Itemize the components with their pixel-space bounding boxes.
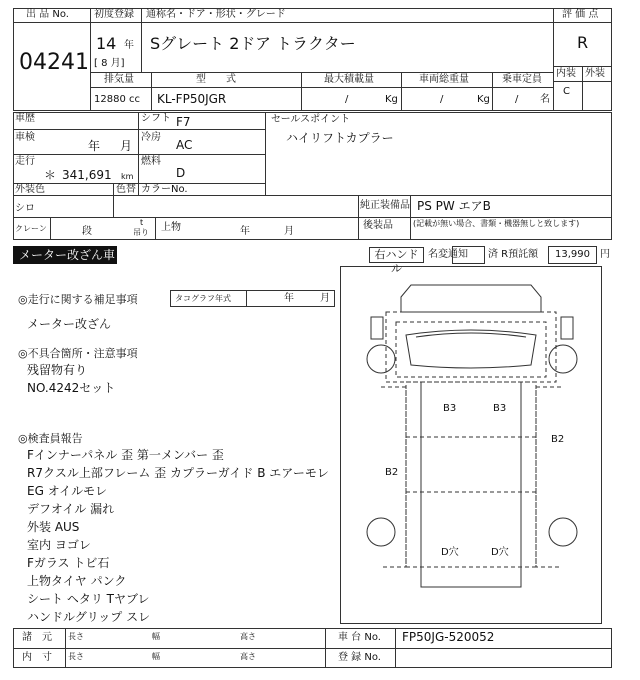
- upper-year: 年: [240, 226, 250, 237]
- equipment-label: 純正装備品: [360, 200, 410, 211]
- fuel-value: D: [176, 166, 186, 180]
- lot-number: 04241: [19, 50, 89, 75]
- inspector-line: Fガラス トビ石: [27, 556, 110, 570]
- inspector-line: R7クスル上部フレーム 歪 カプラーガイド B エアーモレ: [27, 466, 329, 480]
- lot-no-label: 出 品 No.: [26, 9, 69, 20]
- defect-line: 残留物有り: [27, 363, 88, 377]
- footer-interior-label: 内 寸: [22, 652, 52, 663]
- inspector-line: デフオイル 漏れ: [27, 502, 115, 516]
- post-install-note: (記載が無い場合、書類・機器無しと致します): [413, 219, 580, 228]
- footer-height-label: 高さ: [240, 652, 256, 661]
- footer-length-label: 長さ: [68, 652, 84, 661]
- damage-mark: B3: [493, 403, 507, 414]
- max-load-unit: Kg: [385, 94, 398, 105]
- odometer-tampered-badge: メーター改ざん車: [13, 246, 117, 264]
- crane-t: t: [140, 218, 144, 227]
- footer-length-label: 長さ: [68, 632, 84, 641]
- capacity-label: 乗車定員: [502, 74, 542, 85]
- rating-value: R: [577, 33, 589, 52]
- inspector-line: EG オイルモレ: [27, 484, 108, 498]
- ac-value: AC: [176, 138, 193, 152]
- tacho-label: タコグラフ年式: [175, 294, 231, 303]
- inspector-report-label: ◎検査員報告: [18, 432, 83, 445]
- shift-value: F7: [176, 115, 191, 129]
- model: KL-FP50JGR: [157, 92, 227, 106]
- rating-label: 評 価 点: [562, 9, 599, 20]
- equipment: PS PW エアB: [417, 199, 491, 213]
- gross-weight-slash: /: [440, 94, 444, 105]
- vehicle-name-label: 通称名・ドア・形状・グレード: [146, 9, 286, 20]
- footer-spec-label: 諸 元: [22, 632, 52, 643]
- crane-label: クレーン: [15, 224, 47, 233]
- vehicle-name: Sグレート 2ドア トラクター: [150, 34, 356, 53]
- damage-mark: D穴: [441, 547, 459, 558]
- exterior-color: シロ: [15, 203, 35, 214]
- inspector-line: 外装 AUS: [27, 520, 80, 534]
- recycle-amount: 13,990: [555, 249, 590, 260]
- shift-label: シフト: [141, 113, 171, 124]
- chassis-label: 車 台 No.: [338, 632, 381, 643]
- inspection-month: 月: [120, 139, 133, 153]
- defect-label: ◎不具合箇所・注意事項: [18, 347, 138, 360]
- max-load-label: 最大積載量: [324, 74, 374, 85]
- exterior-color-label: 外装色: [15, 184, 45, 195]
- ac-label: 冷房: [141, 132, 161, 143]
- upper-body-label: 上物: [161, 222, 181, 233]
- capacity-unit: 名: [540, 94, 550, 105]
- inspector-line: 上物タイヤ パンク: [27, 574, 127, 588]
- mileage-prefix: ＊: [44, 168, 57, 182]
- truck-outline: [341, 267, 603, 625]
- first-reg-month: [ 8 月]: [94, 58, 125, 69]
- damage-diagram: [340, 266, 602, 624]
- crane-dan: 段: [82, 226, 92, 237]
- exterior-grade-label: 外装: [585, 68, 605, 79]
- model-label: 型 式: [196, 74, 236, 85]
- gross-weight-unit: Kg: [477, 94, 490, 105]
- first-reg-year-unit: 年: [124, 40, 134, 51]
- inspector-line: Fインナーパネル 歪 第一メンバー 歪: [27, 448, 224, 462]
- chassis-number: FP50JG-520052: [402, 630, 495, 644]
- tacho-month: 月: [320, 293, 330, 304]
- fuel-label: 燃料: [141, 156, 161, 167]
- name-change-box: [452, 246, 485, 264]
- tacho-year: 年: [284, 293, 294, 304]
- color-no-label: カラーNo.: [141, 184, 188, 195]
- inspector-line: 室内 ヨゴレ: [27, 538, 91, 552]
- damage-mark: B3: [443, 403, 457, 414]
- right-hand-drive: 右ハンドル: [369, 247, 424, 263]
- gross-weight-label: 車両総重量: [419, 74, 469, 85]
- footer-width-label: 幅: [152, 632, 160, 641]
- mileage-unit: km: [121, 172, 134, 181]
- recycle-unit: 円: [600, 249, 610, 260]
- recycle-label: 済 R預託額: [488, 249, 539, 260]
- mileage-value: 341,691: [62, 168, 112, 182]
- footer-height-label: 高さ: [240, 632, 256, 641]
- damage-mark: D穴: [491, 547, 509, 558]
- displacement: 12880 cc: [94, 94, 140, 105]
- inspector-line: シート ヘタリ Tヤブレ: [27, 592, 150, 606]
- history-label: 車歴: [15, 113, 35, 124]
- inspector-line: ハンドルグリップ スレ: [27, 610, 151, 624]
- inspection-year: 年: [88, 139, 101, 153]
- footer-width-label: 幅: [152, 652, 160, 661]
- upper-month: 月: [284, 226, 294, 237]
- crane-tsuri: 吊り: [133, 228, 149, 237]
- first-reg-label: 初度登録: [94, 9, 134, 20]
- inspection-label: 車検: [15, 132, 35, 143]
- damage-mark: B2: [385, 467, 399, 478]
- max-load-slash: /: [345, 94, 349, 105]
- driving-remarks-label: ◎走行に関する補足事項: [18, 293, 138, 306]
- interior-grade: C: [563, 86, 570, 97]
- defect-line: NO.4242セット: [27, 381, 116, 395]
- post-install-label: 後装品: [363, 220, 393, 231]
- name-change-label: 名変通知: [428, 249, 468, 260]
- capacity-slash: /: [515, 94, 519, 105]
- sales-point-label: セールスポイント: [271, 114, 351, 125]
- first-reg-year: 14: [96, 34, 117, 53]
- displacement-label: 排気量: [104, 74, 134, 85]
- driving-note: メーター改ざん: [27, 317, 112, 331]
- mileage-label: 走行: [15, 156, 35, 167]
- registration-label: 登 録 No.: [338, 652, 381, 663]
- interior-grade-label: 内装: [556, 68, 576, 79]
- sales-point: ハイリフトカプラー: [286, 131, 394, 145]
- damage-mark: B2: [551, 434, 565, 445]
- color-change-label: 色替: [116, 184, 136, 195]
